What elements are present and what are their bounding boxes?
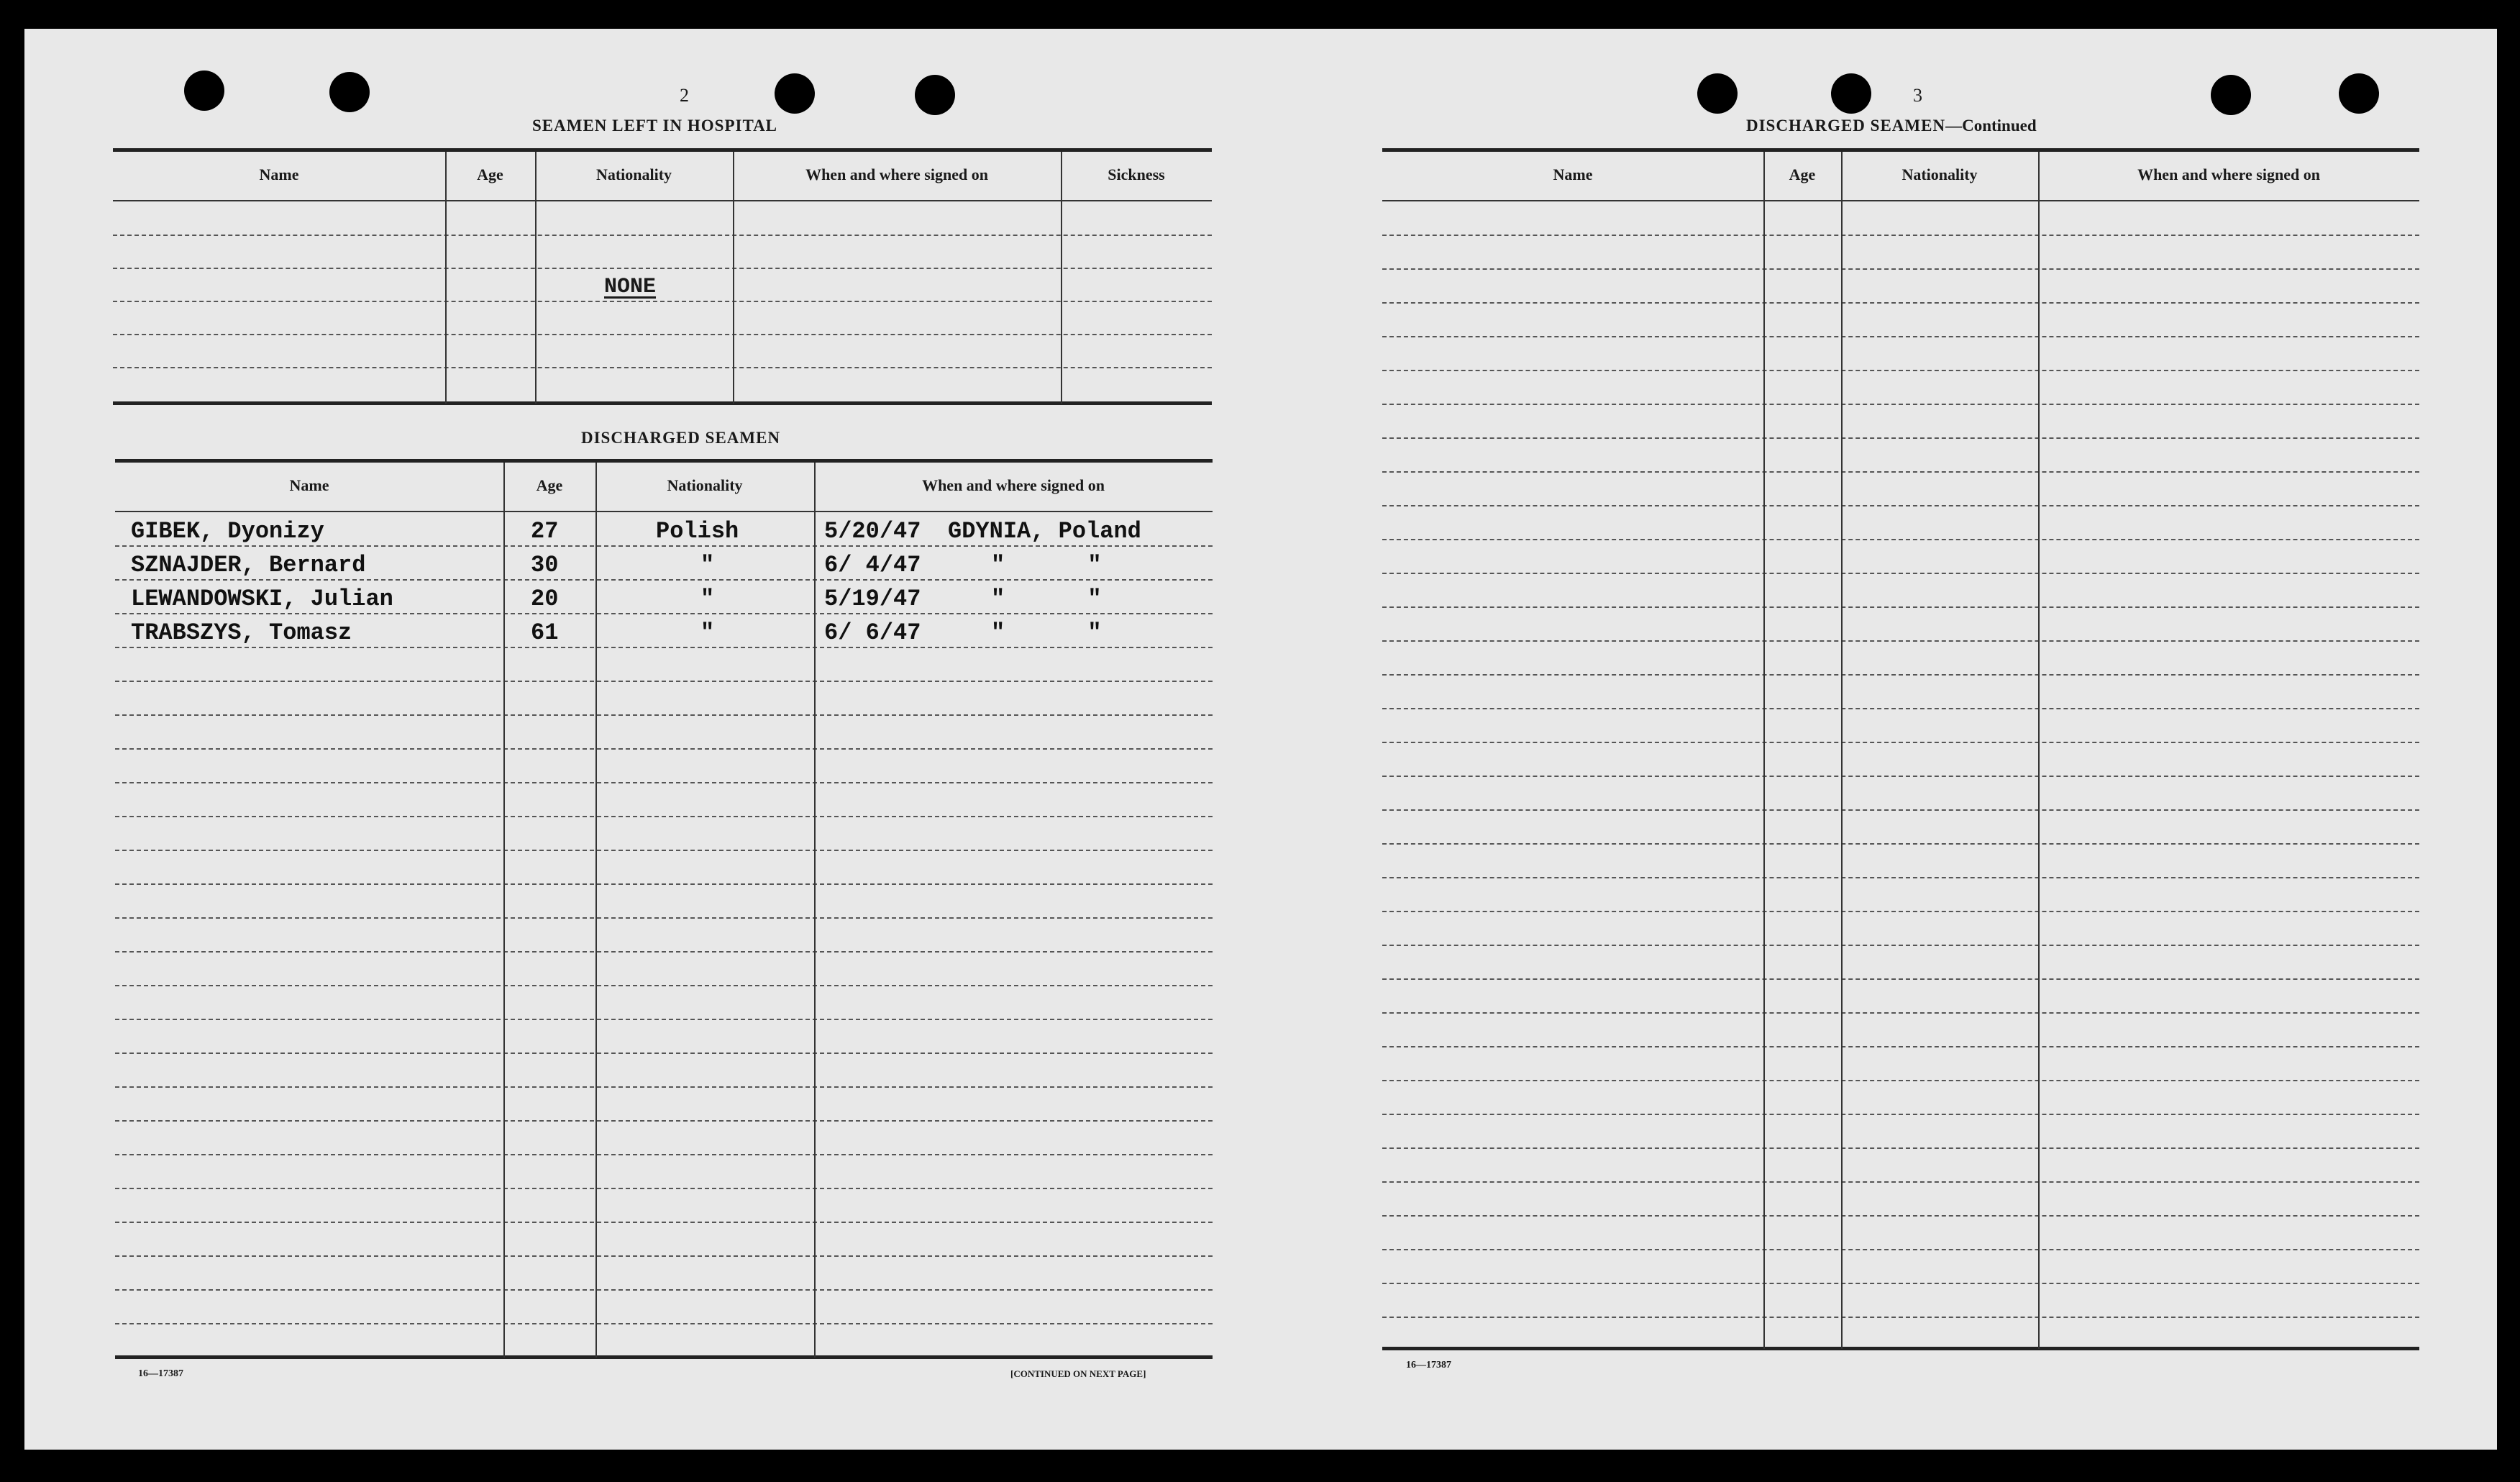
- seaman-signed-place: " ": [991, 586, 1102, 612]
- discharged-header-nationality: Nationality: [667, 476, 743, 494]
- punch-hole: [2211, 75, 2251, 115]
- punch-hole: [184, 71, 224, 111]
- continued-header-signed-on: When and where signed on: [2137, 165, 2320, 183]
- hospital-header-nationality: Nationality: [595, 165, 672, 183]
- seaman-name: LEWANDOWSKI, Julian: [131, 586, 393, 612]
- seaman-signed-date: 5/19/47: [824, 586, 921, 612]
- hospital-header-sickness: Sickness: [1108, 165, 1165, 183]
- hospital-header-age: Age: [477, 165, 503, 183]
- discharged-continued-title-suffix: —Continued: [1945, 117, 2037, 135]
- discharged-continued-table: [1382, 148, 2419, 1354]
- discharged-header-name: Name: [289, 476, 329, 494]
- seaman-age: 30: [531, 552, 559, 578]
- continued-header-nationality: Nationality: [1902, 165, 1978, 183]
- discharged-header-age: Age: [536, 476, 563, 494]
- continued-header-name: Name: [1553, 165, 1593, 183]
- punch-hole: [329, 72, 370, 112]
- discharged-section-title: DISCHARGED SEAMEN: [581, 429, 781, 447]
- seaman-signed-place: " ": [991, 552, 1102, 578]
- seaman-signed-place: GDYNIA, Poland: [948, 518, 1141, 545]
- continued-header-age: Age: [1789, 165, 1816, 183]
- punch-hole: [775, 73, 815, 114]
- punch-hole: [2339, 73, 2379, 114]
- seaman-age: 27: [531, 518, 559, 545]
- punch-hole: [915, 75, 955, 115]
- seaman-name: TRABSZYS, Tomasz: [131, 619, 352, 646]
- hospital-header-name: Name: [259, 165, 299, 183]
- seaman-age: 61: [531, 619, 559, 646]
- seaman-nationality: ": [700, 586, 715, 612]
- seaman-signed-date: 6/ 6/47: [824, 619, 921, 646]
- discharged-header-signed-on: When and where signed on: [922, 476, 1105, 494]
- discharged-continued-title: [1746, 117, 2037, 135]
- hospital-header-signed-on: When and where signed on: [805, 165, 988, 183]
- page-number-left: 2: [680, 85, 689, 106]
- seaman-signed-date: 6/ 4/47: [824, 552, 921, 578]
- discharged-continued-title-main: DISCHARGED SEAMEN: [1746, 117, 1946, 135]
- seaman-signed-date: 5/20/47: [824, 518, 921, 545]
- form-number-right: 16—17387: [1406, 1360, 1451, 1370]
- continued-note: [CONTINUED ON NEXT PAGE]: [1010, 1368, 1146, 1379]
- seaman-nationality: ": [700, 619, 715, 646]
- page-number-right: 3: [1913, 85, 1922, 106]
- seaman-name: SZNAJDER, Bernard: [131, 552, 366, 578]
- punch-hole: [1697, 73, 1738, 114]
- form-number-left: 16—17387: [138, 1368, 183, 1379]
- punch-hole: [1831, 73, 1871, 114]
- seaman-age: 20: [531, 586, 559, 612]
- hospital-table: [113, 148, 1212, 410]
- hospital-none-entry: NONE: [604, 275, 657, 299]
- hospital-section-title: SEAMEN LEFT IN HOSPITAL: [532, 117, 778, 135]
- seaman-signed-place: " ": [991, 619, 1102, 646]
- discharged-table: [115, 459, 1213, 1363]
- seaman-nationality: Polish: [656, 518, 739, 545]
- seaman-nationality: ": [700, 552, 715, 578]
- seaman-name: GIBEK, Dyonizy: [131, 518, 324, 545]
